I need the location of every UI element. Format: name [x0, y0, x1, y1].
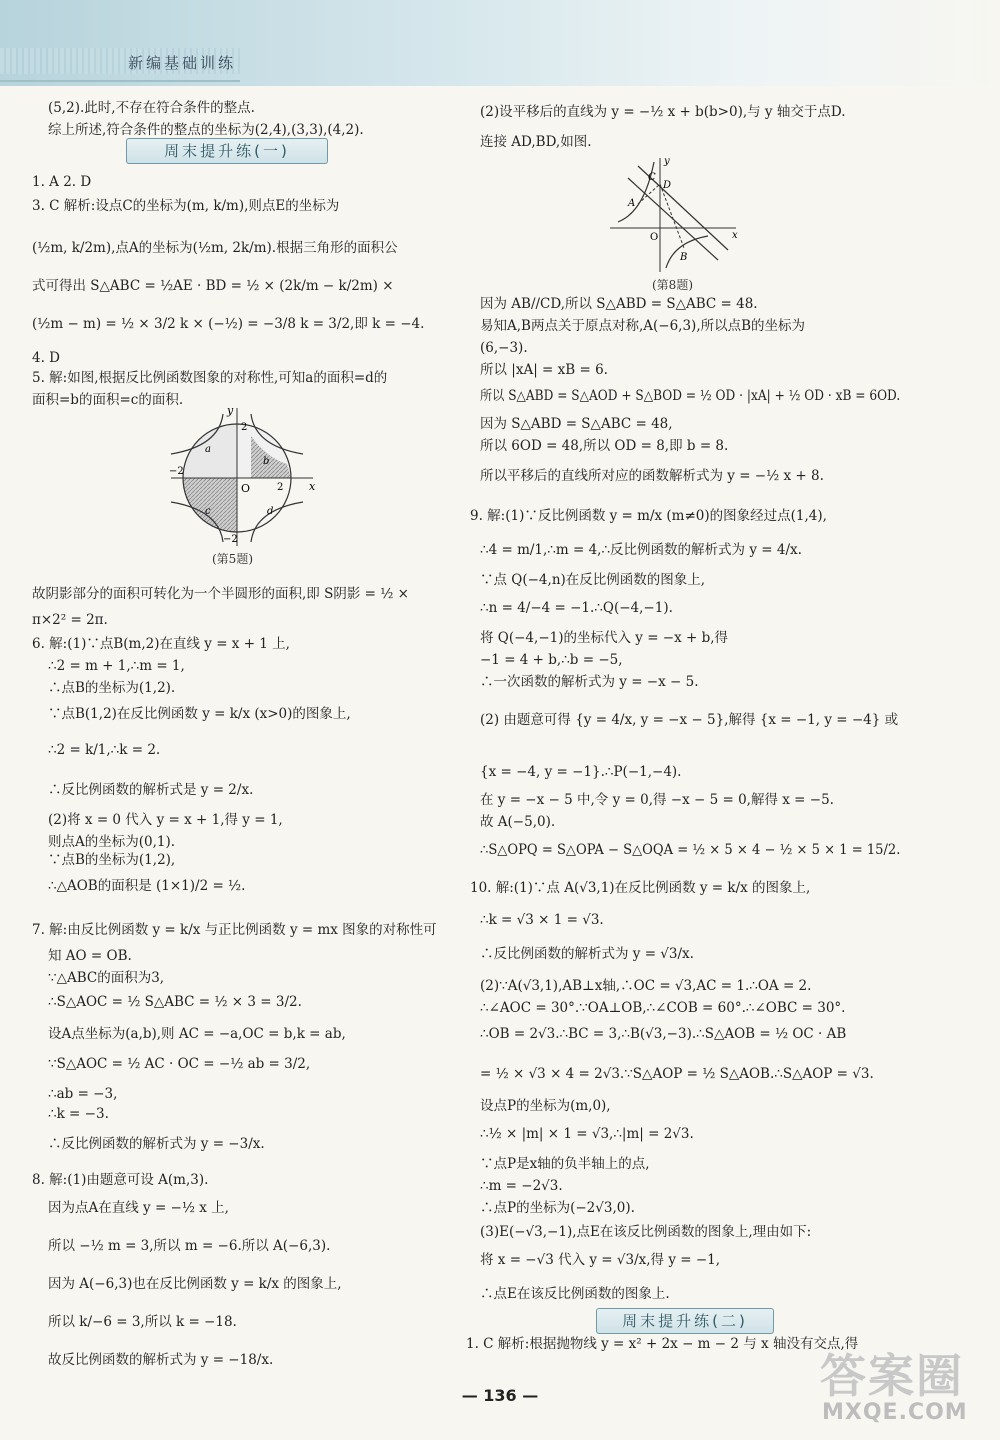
axis-label-x: x — [309, 480, 316, 493]
text-line: ∴½ × |m| × 1 = √3,∴|m| = 2√3. — [480, 1126, 694, 1142]
text-line: (2)∵A(√3,1),AB⊥x轴,∴OC = √3,AC = 1.∴OA = 2. — [480, 978, 812, 994]
text-line: 故 A(−5,0). — [480, 814, 556, 830]
text-line: 面积=b的面积=c的面积. — [32, 392, 184, 408]
point-label-d: D — [663, 180, 672, 191]
shaded-region-quadrant-3 — [183, 478, 237, 532]
region-label-b: b — [263, 456, 270, 467]
text-line: 因为点A在直线 y = −½ x 上, — [48, 1200, 229, 1216]
text-line: ∴k = √3 × 1 = √3. — [480, 912, 604, 928]
text-line: ∴点E在该反比例函数的图象上. — [480, 1286, 670, 1302]
segment-ad — [638, 184, 660, 204]
text-line: 故反比例函数的解析式为 y = −18/x. — [48, 1352, 274, 1368]
text-line: 则点A的坐标为(0,1). — [48, 834, 176, 850]
text-line: ∴ab = −3, — [48, 1086, 118, 1102]
text-line: ∴k = −3. — [48, 1106, 109, 1122]
text-line: 3. C 解析:设点C的坐标为(m, k/m),则点E的坐标为 — [32, 198, 340, 214]
point-label-c: C — [648, 172, 656, 183]
watermark-logo — [810, 1340, 990, 1435]
text-line: ∴m = −2√3. — [480, 1178, 563, 1194]
tick-label-y-neg: −2 — [223, 534, 238, 545]
text-line: (½m, k/2m),点A的坐标为(½m, 2k/m).根据三角形的面积公 — [32, 240, 398, 256]
text-line: 故阴影部分的面积可转化为一个半圆形的面积,即 S阴影 = ½ × — [32, 586, 409, 602]
axis-label-x: x — [732, 230, 738, 241]
axis-label-y: y — [664, 156, 670, 167]
text-line: 因为 AB//CD,所以 S△ABD = S△ABC = 48. — [480, 296, 758, 312]
text-line: 设A点坐标为(a,b),则 AC = −a,OC = b,k = ab, — [48, 1026, 346, 1042]
figure-8 — [608, 156, 738, 274]
figure-5-caption: (第5题) — [212, 552, 253, 566]
text-line: ∵点B的坐标为(1,2), — [48, 852, 176, 868]
text-line: 因为 S△ABD = S△ABC = 48, — [480, 416, 673, 432]
text-line: ∴OB = 2√3.∴BC = 3,∴B(√3,−3).∴S△AOB = ½ OC · AB — [480, 1026, 847, 1042]
text-line: 设点P的坐标为(m,0), — [480, 1098, 611, 1114]
text-line: 连接 AD,BD,如图. — [480, 134, 592, 150]
text-line: ∵点 Q(−4,n)在反比例函数的图象上, — [480, 572, 706, 588]
text-line: 综上所述,符合条件的整点的坐标为(2,4),(3,3),(4,2). — [48, 122, 364, 138]
text-line: 1. C 解析:根据抛物线 y = x² + 2x − m − 2 与 x 轴没有交点,得 — [466, 1336, 859, 1352]
text-line: (6,−3). — [480, 340, 528, 356]
text-line: ∴点B的坐标为(1,2). — [48, 680, 176, 696]
text-line: 9. 解:(1)∵反比例函数 y = m/x (m≠0)的图象经过点(1,4), — [470, 508, 827, 524]
text-line: ∴2 = m + 1,∴m = 1, — [48, 658, 185, 674]
segment-bd — [660, 184, 684, 248]
section-heading-weekend-2: 周末提升练(二) — [596, 1308, 774, 1334]
text-line: 所以 −½ m = 3,所以 m = −6.所以 A(−6,3). — [48, 1238, 331, 1254]
text-line: 所以平移后的直线所对应的函数解析式为 y = −½ x + 8. — [480, 468, 824, 484]
text-line: 10. 解:(1)∵点 A(√3,1)在反比例函数 y = k/x 的图象上, — [470, 880, 811, 896]
text-line: 4. D — [32, 350, 60, 366]
text-line: −1 = 4 + b,∴b = −5, — [480, 652, 623, 668]
point-label-b: B — [680, 252, 688, 263]
header-title: 新编基础训练 — [128, 54, 237, 72]
watermark-bottom-text: MXQE.COM — [822, 1400, 968, 1425]
text-line: (3)E(−√3,−1),点E在该反比例函数的图象上,理由如下: — [480, 1224, 812, 1240]
region-label-a: a — [205, 444, 211, 455]
axis-label-y: y — [227, 406, 234, 417]
text-line: ∵点P是x轴的负半轴上的点, — [480, 1156, 650, 1172]
text-line: ∴反比例函数的解析式是 y = 2/x. — [48, 782, 254, 798]
text-line: 所以 k/−6 = 3,所以 k = −18. — [48, 1314, 237, 1330]
text-line: 7. 解:由反比例函数 y = k/x 与正比例函数 y = mx 图象的对称性可 — [32, 922, 437, 938]
text-line: ∴2 = k/1,∴k = 2. — [48, 742, 161, 758]
text-line: ∴∠AOC = 30°.∵OA⊥OB,∴∠COB = 60°.∴∠OBC = 30°. — [480, 1000, 846, 1016]
text-line: ∴反比例函数的解析式为 y = −3/x. — [48, 1136, 265, 1152]
watermark-top-text: 答案圈 — [820, 1349, 964, 1403]
text-line: 所以 |xA| = xB = 6. — [480, 362, 608, 378]
text-line: 6. 解:(1)∵点B(m,2)在直线 y = x + 1 上, — [32, 636, 290, 652]
figure-5 — [167, 406, 317, 548]
region-label-d: d — [267, 506, 274, 517]
text-line: π×2² = 2π. — [32, 612, 108, 628]
text-line: ∵△ABC的面积为3, — [48, 970, 165, 986]
text-line: 将 x = −√3 代入 y = √3/x,得 y = −1, — [480, 1252, 721, 1268]
origin-label: O — [650, 232, 659, 243]
text-line: 易知A,B两点关于原点对称,A(−6,3),所以点B的坐标为 — [480, 318, 806, 334]
text-line: 所以 S△ABD = S△AOD + S△BOD = ½ OD · |xA| + ½ OD · xB = 6OD. — [480, 388, 901, 404]
text-line: ∴S△AOC = ½ S△ABC = ½ × 3 = 3/2. — [48, 994, 302, 1010]
text-line: ∴n = 4/−4 = −1.∴Q(−4,−1). — [480, 600, 673, 616]
text-line: 5. 解:如图,根据反比例函数图象的对称性,可知a的面积=d的 — [32, 370, 388, 386]
text-line: ∵点B(1,2)在反比例函数 y = k/x (x>0)的图象上, — [48, 706, 351, 722]
text-line: ∴一次函数的解析式为 y = −x − 5. — [480, 674, 699, 690]
text-line: ∴点P的坐标为(−2√3,0). — [480, 1200, 635, 1216]
header-rule — [0, 80, 240, 82]
text-line: ∵S△AOC = ½ AC · OC = −½ ab = 3/2, — [48, 1056, 311, 1072]
point-label-a: A — [628, 198, 636, 209]
text-line: ∴反比例函数的解析式为 y = √3/x. — [480, 946, 694, 962]
hyperbola-branch-left — [618, 162, 654, 222]
tick-label-x-pos: 2 — [277, 482, 284, 493]
text-line: (2)设平移后的直线为 y = −½ x + b(b>0),与 y 轴交于点D. — [480, 104, 846, 120]
text-line: 因为 A(−6,3)也在反比例函数 y = k/x 的图象上, — [48, 1276, 342, 1292]
text-line: 式可得出 S△ABC = ½AE · BD = ½ × (2k/m − k/2m) × — [32, 278, 394, 294]
section-heading-weekend-1: 周末提升练(一) — [126, 138, 328, 164]
text-line: 1. A 2. D — [32, 174, 92, 190]
text-line: (2) 由题意可得 {y = 4/x, y = −x − 5},解得 {x = −1, y = −4} 或 — [480, 712, 899, 728]
text-line: (½m − m) = ½ × 3/2 k × (−½) = −3/8 k = 3/2,即 k = −4. — [32, 316, 425, 332]
region-label-c: c — [205, 506, 211, 517]
text-line: (5,2).此时,不存在符合条件的整点. — [48, 100, 255, 116]
text-line: = ½ × √3 × 4 = 2√3.∵S△AOP = ½ S△AOB.∴S△AOP = √3. — [480, 1066, 874, 1082]
text-line: ∴△AOB的面积是 (1×1)/2 = ½. — [48, 878, 246, 894]
text-line: 所以 6OD = 48,所以 OD = 8,即 b = 8. — [480, 438, 729, 454]
text-line: {x = −4, y = −1}.∴P(−1,−4). — [480, 764, 682, 780]
tick-label-y-pos: 2 — [241, 422, 248, 433]
hyperbola-branch-4 — [251, 502, 303, 542]
origin-label: O — [241, 482, 251, 495]
text-line: (2)将 x = 0 代入 y = x + 1,得 y = 1, — [48, 812, 283, 828]
page-number: — 136 — — [461, 1386, 539, 1405]
page-header — [0, 0, 1000, 86]
text-line: 在 y = −x − 5 中,令 y = 0,得 −x − 5 = 0,解得 x = −5. — [480, 792, 834, 808]
text-line: 8. 解:(1)由题意可设 A(m,3). — [32, 1172, 209, 1188]
text-line: ∴4 = m/1,∴m = 4,∴反比例函数的解析式为 y = 4/x. — [480, 542, 802, 558]
tick-label-x-neg: −2 — [169, 466, 184, 477]
text-line: 将 Q(−4,−1)的坐标代入 y = −x + b,得 — [480, 630, 729, 646]
text-line: 知 AO = OB. — [48, 948, 132, 964]
text-line: ∴S△OPQ = S△OPA − S△OQA = ½ × 5 × 4 − ½ × 5 × 1 = 15/2. — [480, 842, 901, 858]
figure-8-caption: (第8题) — [652, 278, 693, 292]
